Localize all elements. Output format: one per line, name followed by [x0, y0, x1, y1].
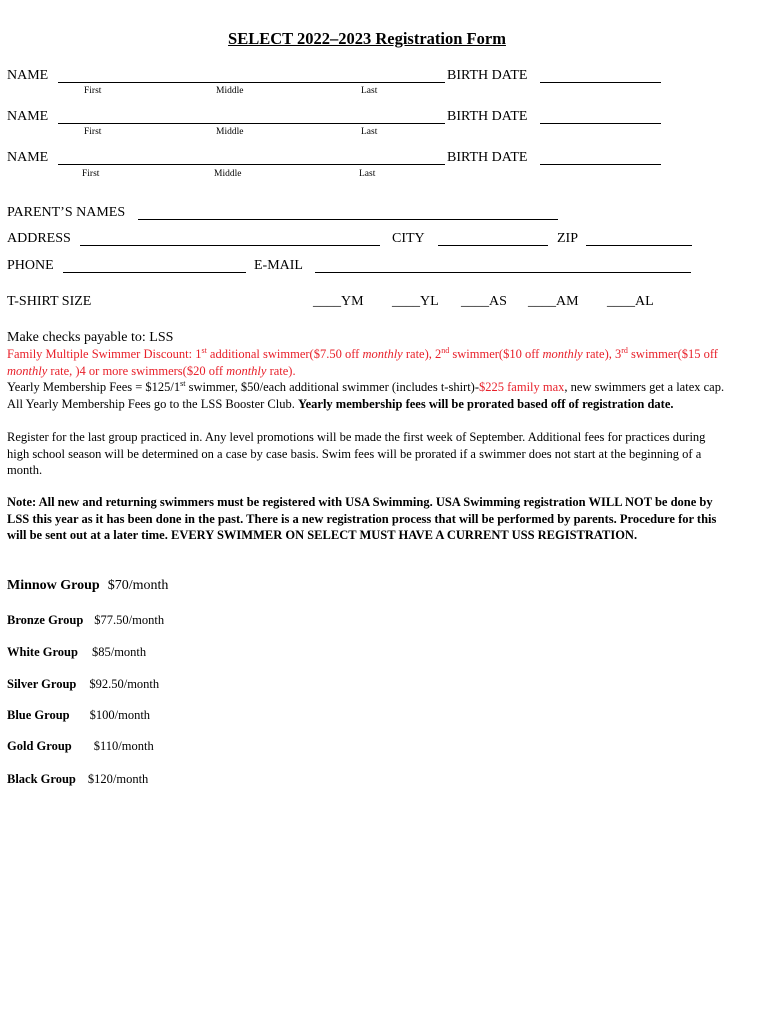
birth-date-label: BIRTH DATE: [447, 109, 528, 124]
tshirt-option-yl[interactable]: ____YL: [392, 294, 439, 309]
birth-date-input-line[interactable]: [540, 82, 661, 83]
email-label: E-MAIL: [254, 258, 303, 273]
name-label: NAME: [7, 109, 49, 124]
group-row-blue: Blue Group $100/month: [7, 708, 151, 722]
first-sublabel: First: [84, 127, 102, 137]
register-info-text: Register for the last group practiced in. Any level promotions will be made the first week of September. Additional fees for practices during high school season will be determined on a case by case basis. Swim fees will be prorated if a swimmer does not start at the beginning of a month.: [7, 430, 706, 477]
birth-date-input-line[interactable]: [540, 123, 661, 124]
group-row-bronze: Bronze Group $77.50/month: [7, 613, 165, 627]
checks-payable-text: Make checks payable to: LSS: [7, 330, 174, 345]
tshirt-option-am[interactable]: ____AM: [528, 294, 579, 309]
birth-date-label: BIRTH DATE: [447, 68, 528, 83]
first-sublabel: First: [82, 169, 100, 179]
first-sublabel: First: [84, 86, 102, 96]
tshirt-option-as[interactable]: ____AS: [461, 294, 507, 309]
group-row-white: White Group $85/month: [7, 645, 147, 659]
address-label: ADDRESS: [7, 231, 71, 246]
city-input-line[interactable]: [438, 245, 548, 246]
phone-label: PHONE: [7, 258, 54, 273]
tshirt-size-label: T-SHIRT SIZE: [7, 294, 92, 309]
birth-date-input-line[interactable]: [540, 164, 661, 165]
form-title: SELECT 2022–2023 Registration Form: [228, 29, 506, 48]
parents-label: PARENT’S NAMES: [7, 205, 126, 220]
name-label: NAME: [7, 68, 49, 83]
middle-sublabel: Middle: [216, 86, 244, 96]
middle-sublabel: Middle: [214, 169, 242, 179]
family-discount-text: Family Multiple Swimmer Discount: 1st additional swimmer($7.50 off monthly rate), 2nd swimmer($10 off monthly rate), 3rd swimmer($15 off monthly rate, )4 or more swimmers($20 off monthly rate).: [7, 345, 718, 378]
last-sublabel: Last: [359, 169, 376, 179]
last-sublabel: Last: [361, 127, 378, 137]
name-input-line[interactable]: [58, 82, 445, 83]
middle-sublabel: Middle: [216, 127, 244, 137]
group-row-black: Black Group $120/month: [7, 772, 149, 786]
city-label: CITY: [392, 231, 425, 246]
uss-registration-note: Note: All new and returning swimmers must be registered with USA Swimming. USA Swimming registration WILL NOT be done by LSS this year as it has been done in the past. There is a new registration process that will be performed by parents. Procedure for this will be sent out at a later time. EVERY SWIMMER ON SELECT MUST HAVE A CURRENT USS REGISTRATION.: [7, 495, 717, 542]
group-row-gold: Gold Group $110/month: [7, 739, 154, 753]
address-input-line[interactable]: [80, 245, 380, 246]
group-row-silver: Silver Group $92.50/month: [7, 677, 160, 691]
tshirt-option-al[interactable]: ____AL: [607, 294, 654, 309]
group-row-minnow: Minnow Group $70/month: [7, 578, 169, 593]
last-sublabel: Last: [361, 86, 378, 96]
name-input-line[interactable]: [58, 123, 445, 124]
name-label: NAME: [7, 150, 49, 165]
tshirt-option-ym[interactable]: ____YM: [313, 294, 364, 309]
phone-input-line[interactable]: [63, 272, 246, 273]
zip-input-line[interactable]: [586, 245, 692, 246]
birth-date-label: BIRTH DATE: [447, 150, 528, 165]
zip-label: ZIP: [557, 231, 578, 246]
name-input-line[interactable]: [58, 164, 445, 165]
membership-fees-text: Yearly Membership Fees = $125/1st swimmer, $50/each additional swimmer (includes t-shirt)-$225 family max, new swimmers get a latex cap. All Yearly Membership Fees go to the LSS Booster Club. Yearly membership fees will be prorated based off of registration date.: [7, 378, 725, 411]
parents-input-line[interactable]: [138, 219, 558, 220]
email-input-line[interactable]: [315, 272, 691, 273]
